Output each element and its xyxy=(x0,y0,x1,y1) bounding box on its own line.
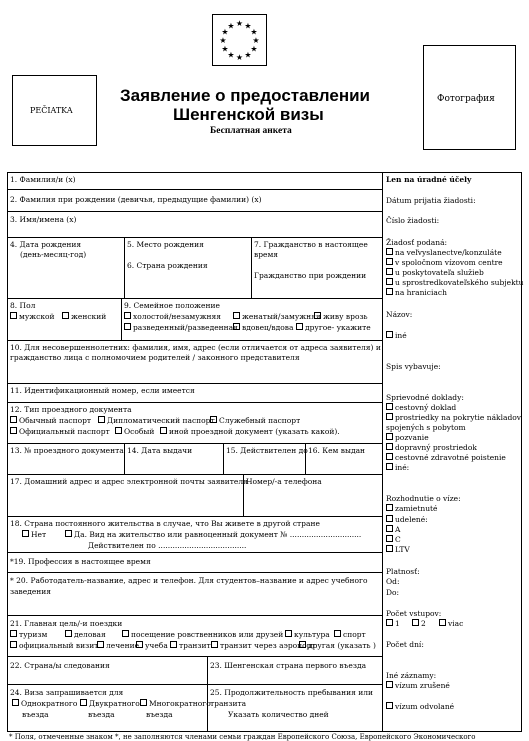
field-15-label[interactable]: 15. Действителен до xyxy=(226,446,308,455)
field-7-birth-label[interactable]: Гражданство при рождении xyxy=(254,271,367,280)
field-9-label: 9. Семейное положение xyxy=(124,301,220,310)
option-label: vízum odvolané xyxy=(395,702,455,711)
checkbox-icon[interactable] xyxy=(334,630,341,637)
svg-text:★: ★ xyxy=(250,27,258,37)
field-21-label: 21. Главная цель/-и поездки xyxy=(10,619,123,628)
checkbox-icon[interactable] xyxy=(386,433,393,440)
checkbox-icon[interactable] xyxy=(210,416,217,423)
option-label: Особый xyxy=(124,427,155,436)
option-label: официальный визит xyxy=(19,641,99,650)
entry-multiple-option[interactable] xyxy=(140,699,211,709)
decision-refused-option[interactable] xyxy=(386,504,438,514)
checkbox-icon[interactable] xyxy=(170,641,177,648)
decision-label: Rozhodnutie o víze: xyxy=(386,494,461,503)
checkbox-icon[interactable] xyxy=(65,630,72,637)
checkbox-icon[interactable] xyxy=(386,545,393,552)
note-cancelled-option[interactable] xyxy=(386,681,450,691)
checkbox-icon[interactable] xyxy=(386,413,393,420)
checkbox-icon[interactable] xyxy=(386,525,393,532)
row-line xyxy=(7,552,382,553)
form-title-line1: Заявление о предоставлении xyxy=(120,86,371,105)
checkbox-icon[interactable] xyxy=(386,619,393,626)
field-20-label[interactable]: * 20. Работодатель-название, адрес и телефон. Для студентов–название и адрес учебного xyxy=(10,576,368,585)
checkbox-icon[interactable] xyxy=(386,535,393,542)
sex-female-option[interactable] xyxy=(62,312,106,322)
doc-official-option[interactable] xyxy=(10,427,110,437)
col-line xyxy=(124,237,125,298)
field-25-label[interactable]: 25. Продолжительность пребывания или xyxy=(210,688,374,697)
row-line xyxy=(7,237,382,238)
doc-other-option[interactable] xyxy=(386,463,409,473)
doc-invitation-option[interactable] xyxy=(386,433,429,443)
field-24-label: 24. Виза запрашивается для xyxy=(10,688,124,697)
field-17-phone-label[interactable]: Номер/-а телефона xyxy=(246,477,322,486)
option-label: 1 xyxy=(395,619,400,628)
submitted-vac-option[interactable] xyxy=(386,258,503,268)
option-label: C xyxy=(395,535,401,544)
field-14-label[interactable]: 14. Дата выдачи xyxy=(127,446,193,455)
svg-text:★: ★ xyxy=(244,21,252,31)
purpose-visit-option[interactable] xyxy=(122,630,283,640)
sex-male-option[interactable] xyxy=(10,312,55,322)
option-label: посещение ровственников или друзей xyxy=(131,630,284,639)
valid-from-label: Od: xyxy=(386,577,400,586)
purpose-other-option[interactable] xyxy=(299,641,376,651)
checkbox-icon[interactable] xyxy=(412,619,419,626)
row-line xyxy=(7,656,382,657)
field-7-label-2: время xyxy=(254,250,279,259)
doc-insurance-option[interactable] xyxy=(386,453,506,463)
option-label: Дипломатический паспорт xyxy=(107,416,215,425)
option-label: спорт xyxy=(343,630,366,639)
checkbox-icon[interactable] xyxy=(12,699,19,706)
option-label: вдовец/вдова xyxy=(242,323,294,332)
doc-means-sub: spojených s pobytom xyxy=(386,423,466,432)
field-6-label[interactable]: 6. Страна рождения xyxy=(127,261,208,270)
residence-valid-label[interactable]: Действителен по ..................................... xyxy=(88,541,247,550)
doc-means-option[interactable] xyxy=(386,413,521,423)
purpose-official-option[interactable] xyxy=(10,641,98,651)
name-label: Názov: xyxy=(386,310,413,319)
purpose-medical-option[interactable] xyxy=(97,641,139,651)
field-17-label[interactable]: 17. Домашний адрес и адрес электронной почты заявителя xyxy=(10,477,248,486)
submitted-embassy-option[interactable] xyxy=(386,248,502,258)
field-23-label[interactable]: 23. Шенгенская страна первого въезда xyxy=(210,661,367,670)
row-line xyxy=(7,383,382,384)
footer-note: * Поля, отмеченные знаком *, не заполняются членами семьи граждан Европейского Союза, Европейского Экономического xyxy=(9,733,476,741)
col-line xyxy=(121,298,122,340)
marital-other-option[interactable] xyxy=(296,323,371,333)
decision-issued-option[interactable] xyxy=(386,515,428,525)
svg-text:★: ★ xyxy=(219,36,227,45)
option-label: 2 xyxy=(421,619,426,628)
doc-diplomatic-option[interactable] xyxy=(98,416,215,426)
marital-separated-option[interactable] xyxy=(314,312,368,322)
checkbox-icon[interactable] xyxy=(98,416,105,423)
decision-a-option[interactable] xyxy=(386,525,400,535)
option-label: женский xyxy=(71,312,107,321)
entry-double-sub: въезда xyxy=(88,710,115,719)
official-divider xyxy=(382,172,383,732)
option-label: транзит через аэропорт xyxy=(220,641,316,650)
photo-label: Фотография xyxy=(437,94,495,104)
entry-single-option[interactable] xyxy=(12,699,77,709)
option-label: Многократного xyxy=(149,699,211,708)
checkbox-icon[interactable] xyxy=(386,681,393,688)
svg-text:★: ★ xyxy=(221,27,229,37)
row-line xyxy=(7,443,382,444)
option-label: pozvanie xyxy=(395,433,429,442)
checkbox-icon[interactable] xyxy=(80,699,87,706)
purpose-culture-option[interactable] xyxy=(285,630,330,640)
checkbox-icon[interactable] xyxy=(10,312,17,319)
checkbox-icon[interactable] xyxy=(124,312,131,319)
checkbox-icon[interactable] xyxy=(160,427,167,434)
field-1-label[interactable]: 1. Фамилия/и (x) xyxy=(10,175,76,184)
file-handled-label: Spis vybavuje: xyxy=(386,362,441,371)
entries-1-option[interactable] xyxy=(386,619,400,629)
svg-text:★: ★ xyxy=(235,19,244,28)
field-20-label-2: заведения xyxy=(10,587,52,596)
field-16-label[interactable]: 16. Кем выдан xyxy=(308,446,366,455)
doc-other-option[interactable] xyxy=(160,427,340,437)
entries-many-option[interactable] xyxy=(439,619,463,629)
doc-travel-option[interactable] xyxy=(386,403,456,413)
svg-text:★: ★ xyxy=(235,53,244,62)
checkbox-icon[interactable] xyxy=(122,630,129,637)
checkbox-icon[interactable] xyxy=(386,515,393,522)
option-label: Нет xyxy=(31,530,47,539)
checkbox-icon[interactable] xyxy=(299,641,306,648)
purpose-study-option[interactable] xyxy=(136,641,168,651)
option-label: живу врозь xyxy=(323,312,368,321)
option-label: лечение xyxy=(106,641,140,650)
valid-to-label: Do: xyxy=(386,588,400,597)
option-label: Однократного xyxy=(21,699,78,708)
option-label: культура xyxy=(294,630,330,639)
checkbox-icon[interactable] xyxy=(10,427,17,434)
row-line xyxy=(7,684,382,685)
option-label: другое- укажите xyxy=(305,323,371,332)
svg-text:★: ★ xyxy=(244,50,252,60)
col-line xyxy=(207,656,208,732)
decision-ltv-option[interactable] xyxy=(386,545,410,555)
option-label: Официальный паспорт xyxy=(19,427,110,436)
option-label: na veľvyslanectve/konzuláte xyxy=(395,248,502,257)
checkbox-icon[interactable] xyxy=(10,630,17,637)
row-line xyxy=(7,298,382,299)
field-3-label[interactable]: 3. Имя/имена (x) xyxy=(10,215,77,224)
field-12-label: 12. Тип проездного документа xyxy=(10,405,132,414)
field-10-label-2: гражданство лица с полномочием родителей / законного представителя xyxy=(10,353,300,362)
entries-label: Počet vstupov: xyxy=(386,609,442,618)
option-label: iné xyxy=(395,331,407,340)
checkbox-icon[interactable] xyxy=(10,641,17,648)
field-7-label[interactable]: 7. Гражданство в настоящее xyxy=(254,240,368,249)
option-label: prostriedky na pokrytie nákladov xyxy=(395,413,522,422)
checkbox-icon[interactable] xyxy=(296,323,303,330)
checkbox-icon[interactable] xyxy=(386,288,393,295)
doc-transport-option[interactable] xyxy=(386,443,477,453)
svg-text:★: ★ xyxy=(250,44,258,54)
option-label: Да. Вид на жительство или равноценный документ № .............................. xyxy=(74,530,362,539)
field-25-label-2: транзита xyxy=(210,699,247,708)
checkbox-icon[interactable] xyxy=(233,312,240,319)
stamp-label: PEČIATKA xyxy=(30,106,73,115)
checkbox-icon[interactable] xyxy=(386,702,393,709)
submitted-intermediary-option[interactable] xyxy=(386,278,523,288)
field-4-label[interactable]: 4. Дата рождения xyxy=(10,240,82,249)
marital-widowed-option[interactable] xyxy=(233,323,293,333)
svg-text:★: ★ xyxy=(252,36,260,45)
option-label: иной проездной документ (указать какой). xyxy=(169,427,340,436)
row-line xyxy=(7,340,382,341)
field-13-label[interactable]: 13. № проездного документа xyxy=(10,446,124,455)
form-subtitle: Бесплатная анкета xyxy=(210,126,292,136)
field-11-label[interactable]: 11. Идентификационный номер, если имеется xyxy=(10,386,195,395)
checkbox-icon[interactable] xyxy=(386,278,393,285)
residence-yes-option[interactable] xyxy=(65,530,361,540)
checkbox-icon[interactable] xyxy=(386,268,393,275)
option-label: vízum zrušené xyxy=(395,681,450,690)
app-number-label: Číslo žiadosti: xyxy=(386,216,440,225)
option-label: cestovný doklad xyxy=(395,403,457,412)
eu-stars-icon xyxy=(213,15,266,65)
field-2-label[interactable]: 2. Фамилия при рождении (девичья, предыдущие фамилии) (x) xyxy=(10,195,262,204)
col-line xyxy=(251,237,252,298)
checkbox-icon[interactable] xyxy=(386,258,393,265)
option-label: деловая xyxy=(74,630,106,639)
checkbox-icon[interactable] xyxy=(386,248,393,255)
option-label: zamietnuté xyxy=(395,504,438,513)
docs-label: Sprievodné doklady: xyxy=(386,393,464,402)
validity-label: Platnosť: xyxy=(386,567,420,576)
doc-service-option[interactable] xyxy=(210,416,300,426)
purpose-sport-option[interactable] xyxy=(334,630,366,640)
field-25-days-label: Указать количество дней xyxy=(228,710,329,719)
checkbox-icon[interactable] xyxy=(285,630,292,637)
row-line xyxy=(7,189,382,190)
checkbox-icon[interactable] xyxy=(314,312,321,319)
checkbox-icon[interactable] xyxy=(10,416,17,423)
svg-text:★: ★ xyxy=(227,21,235,31)
doc-ordinary-option[interactable] xyxy=(10,416,91,426)
option-label: LTV xyxy=(395,545,410,554)
option-label: туризм xyxy=(19,630,48,639)
field-19-label[interactable]: *19. Профессия в настоящее время xyxy=(10,557,151,566)
checkbox-icon[interactable] xyxy=(115,427,122,434)
field-4-format: (день-месяц-год) xyxy=(20,250,87,259)
option-label: транзит xyxy=(179,641,211,650)
days-label: Počet dní: xyxy=(386,640,424,649)
submitted-border-option[interactable] xyxy=(386,288,447,298)
row-line xyxy=(7,402,382,403)
marital-divorced-option[interactable] xyxy=(124,323,238,333)
checkbox-icon[interactable] xyxy=(386,403,393,410)
row-line xyxy=(7,474,382,475)
field-5-label[interactable]: 5. Место рождения xyxy=(127,240,204,249)
option-label: разведенный/разведенная xyxy=(133,323,238,332)
date-received-label: Dátum prijatia žiadosti: xyxy=(386,196,476,205)
checkbox-icon[interactable] xyxy=(439,619,446,626)
checkbox-icon[interactable] xyxy=(233,323,240,330)
checkbox-icon[interactable] xyxy=(386,463,393,470)
form-title-line2: Шенгенской визы xyxy=(173,105,324,124)
svg-text:★: ★ xyxy=(227,50,235,60)
option-label: cestovné zdravotné poistenie xyxy=(395,453,506,462)
checkbox-icon[interactable] xyxy=(386,331,393,338)
row-line xyxy=(7,615,382,616)
option-label: женатый/замужняя xyxy=(242,312,321,321)
eu-flag xyxy=(212,14,267,66)
option-label: Обычный паспорт xyxy=(19,416,92,425)
option-label: холостой/незамужняя xyxy=(133,312,222,321)
option-label: u sprostredkovateľského subjektu xyxy=(395,278,524,287)
residence-no-option[interactable] xyxy=(22,530,46,540)
note-revoked-option[interactable] xyxy=(386,702,454,712)
field-18-label: 18. Страна постоянного жительства в случае, что Вы живете в другой стране xyxy=(10,519,320,528)
checkbox-icon[interactable] xyxy=(65,530,72,537)
option-label: dopravný prostriedok xyxy=(395,443,477,452)
purpose-transit-option[interactable] xyxy=(170,641,211,651)
marital-single-option[interactable] xyxy=(124,312,221,322)
marital-married-option[interactable] xyxy=(233,312,321,322)
col-line xyxy=(124,443,125,474)
option-label: iné: xyxy=(395,463,410,472)
entry-double-option[interactable] xyxy=(80,699,140,709)
option-label: Двукратного xyxy=(89,699,140,708)
checkbox-icon[interactable] xyxy=(22,530,29,537)
submitted-provider-option[interactable] xyxy=(386,268,484,278)
option-label: учеба xyxy=(145,641,168,650)
checkbox-icon[interactable] xyxy=(136,641,143,648)
checkbox-icon[interactable] xyxy=(140,699,147,706)
field-22-label[interactable]: 22. Страна/ы следования xyxy=(10,661,110,670)
option-label: v spoločnom vízovom centre xyxy=(395,258,503,267)
option-label: Служебный паспорт xyxy=(219,416,301,425)
checkbox-icon[interactable] xyxy=(211,641,218,648)
purpose-tourism-option[interactable] xyxy=(10,630,47,640)
checkbox-icon[interactable] xyxy=(386,453,393,460)
field-10-label[interactable]: 10. Для несовершеннолетних: фамилия, имя, адрес (если отличается от адреса заявителя) и xyxy=(10,343,381,352)
checkbox-icon[interactable] xyxy=(97,641,104,648)
doc-special-option[interactable] xyxy=(115,427,154,437)
row-line xyxy=(7,516,382,517)
purpose-business-option[interactable] xyxy=(65,630,106,640)
submitted-other-option[interactable] xyxy=(386,331,407,341)
option-label: na hraniciach xyxy=(395,288,447,297)
option-label: другая (указать ) xyxy=(308,641,376,650)
row-line xyxy=(7,572,382,573)
checkbox-icon[interactable] xyxy=(386,504,393,511)
option-label: мужской xyxy=(19,312,55,321)
row-line xyxy=(7,211,382,212)
notes-label: Iné záznamy: xyxy=(386,671,437,680)
option-label: A xyxy=(395,525,401,534)
option-label: udelené: xyxy=(395,515,428,524)
entry-multiple-sub: въезда xyxy=(146,710,173,719)
svg-text:★: ★ xyxy=(221,44,229,54)
checkbox-icon[interactable] xyxy=(124,323,131,330)
submitted-label: Žiadosť podaná: xyxy=(386,238,448,247)
option-label: viac xyxy=(448,619,464,628)
entry-single-sub: въезда xyxy=(22,710,49,719)
official-header: Len na úradné účely xyxy=(386,175,472,184)
checkbox-icon[interactable] xyxy=(386,443,393,450)
checkbox-icon[interactable] xyxy=(62,312,69,319)
col-line xyxy=(223,443,224,474)
field-8-label: 8. Пол xyxy=(10,301,36,310)
option-label: u poskytovateľa služieb xyxy=(395,268,484,277)
entries-2-option[interactable] xyxy=(412,619,426,629)
decision-c-option[interactable] xyxy=(386,535,401,545)
